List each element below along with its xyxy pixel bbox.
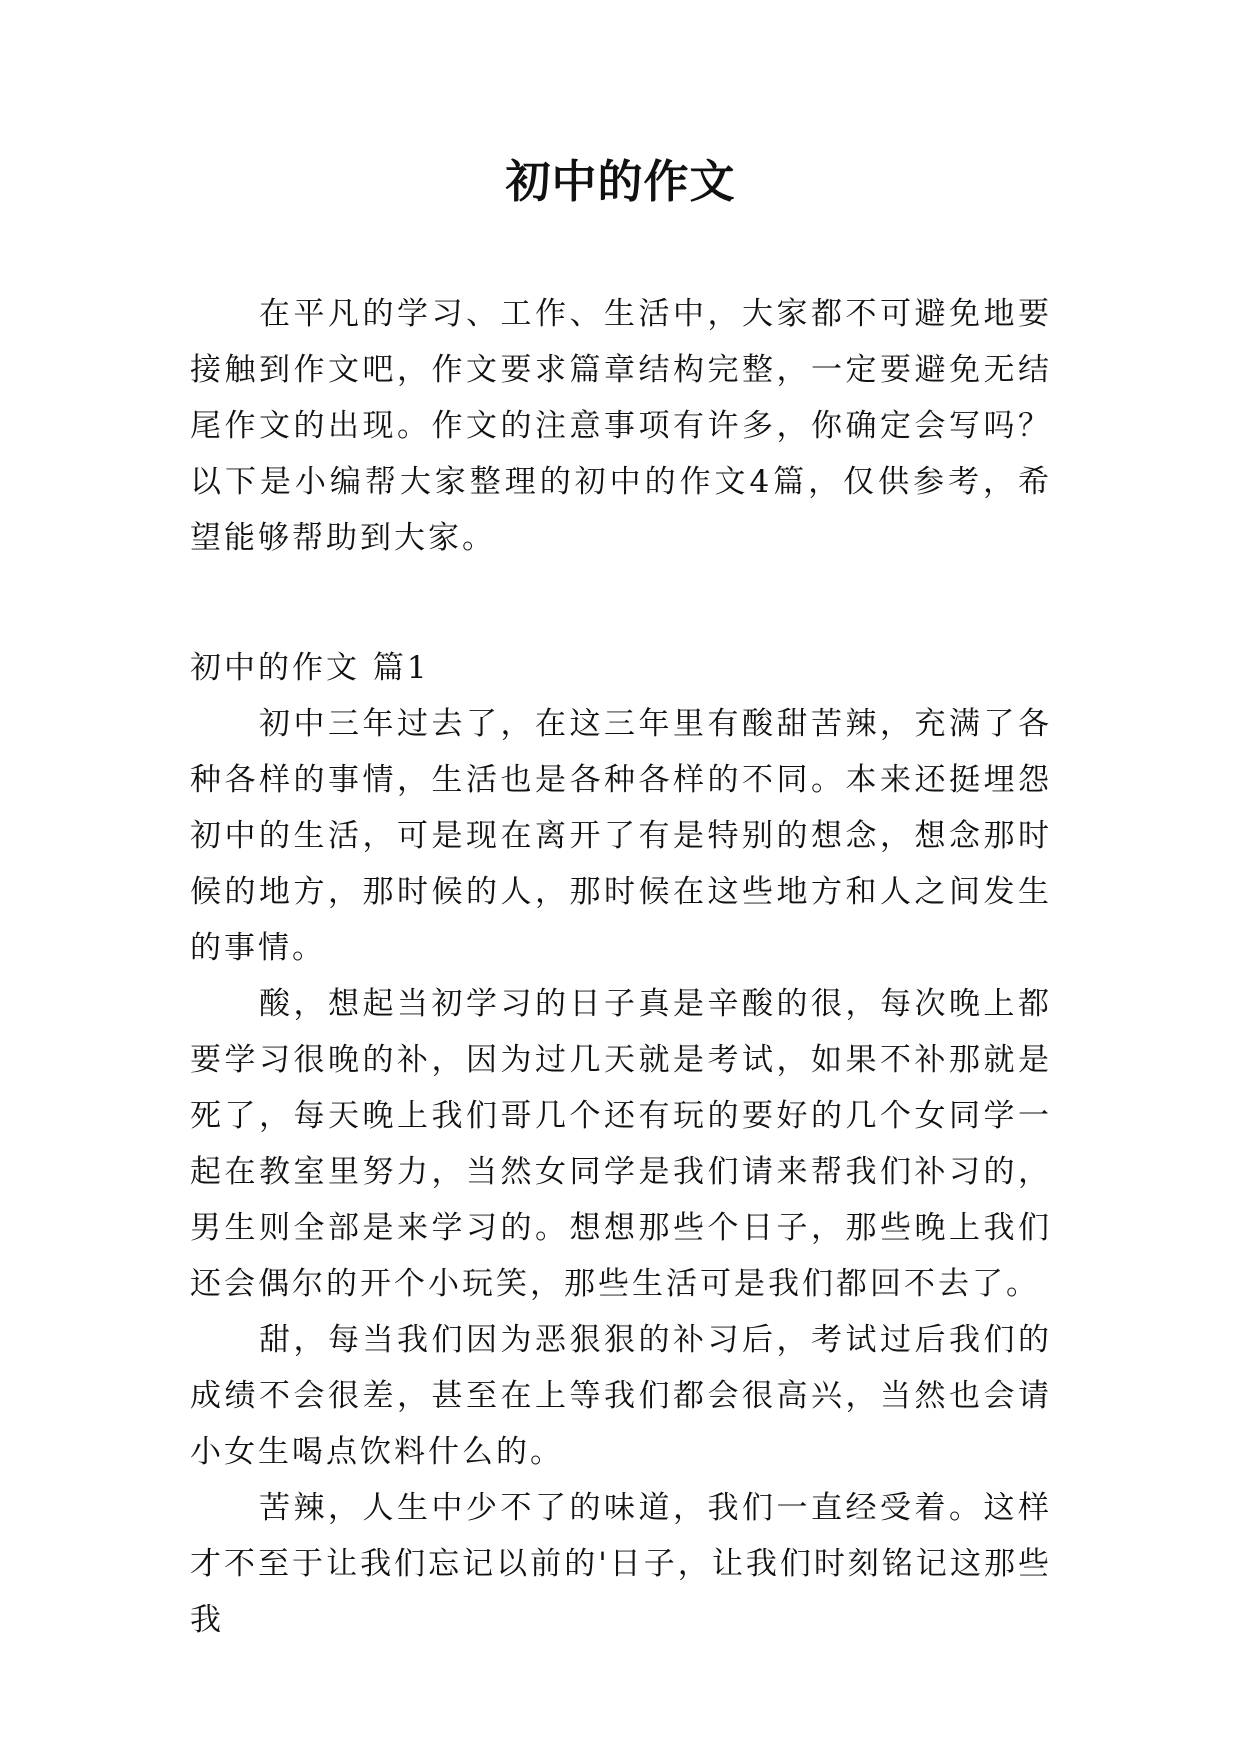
section-heading: 初中的作文 篇1 — [190, 650, 430, 686]
essay-paragraph: 甜，每当我们因为恶狠狠的补习后，考试过后我们的成绩不会很差，甚至在上等我们都会很高兴，当然也会请小女生喝点饮料什么的。 — [190, 1322, 1052, 1470]
intro-paragraph: 在平凡的学习、工作、生活中，大家都不可避免地要接触到作文吧，作文要求篇章结构完整，一定要避免无结尾作文的出现。作文的注意事项有许多，你确定会写吗？以下是小编帮大家整理的初中的作文4篇，仅供参考，希望能够帮助到大家。 — [190, 296, 1052, 556]
essay-paragraph: 苦辣，人生中少不了的味道，我们一直经受着。这样才不至于让我们忘记以前的'日子，让我们时刻铭记这那些我 — [190, 1490, 1052, 1638]
essay-paragraph: 初中三年过去了，在这三年里有酸甜苦辣，充满了各种各样的事情，生活也是各种各样的不同。本来还挺埋怨初中的生活，可是现在离开了有是特别的想念，想念那时候的地方，那时候的人，那时候在这些地方和人之间发生的事情。 — [190, 706, 1052, 966]
essay-paragraph: 酸，想起当初学习的日子真是辛酸的很，每次晚上都要学习很晚的补，因为过几天就是考试，如果不补那就是死了，每天晚上我们哥几个还有玩的要好的几个女同学一起在教室里努力，当然女同学是我们请来帮我们补习的，男生则全部是来学习的。想想那些个日子，那些晚上我们还会偶尔的开个小玩笑，那些生活可是我们都回不去了。 — [190, 986, 1052, 1302]
document-title: 初中的作文 — [505, 155, 736, 208]
essay-body — [190, 696, 1052, 1648]
